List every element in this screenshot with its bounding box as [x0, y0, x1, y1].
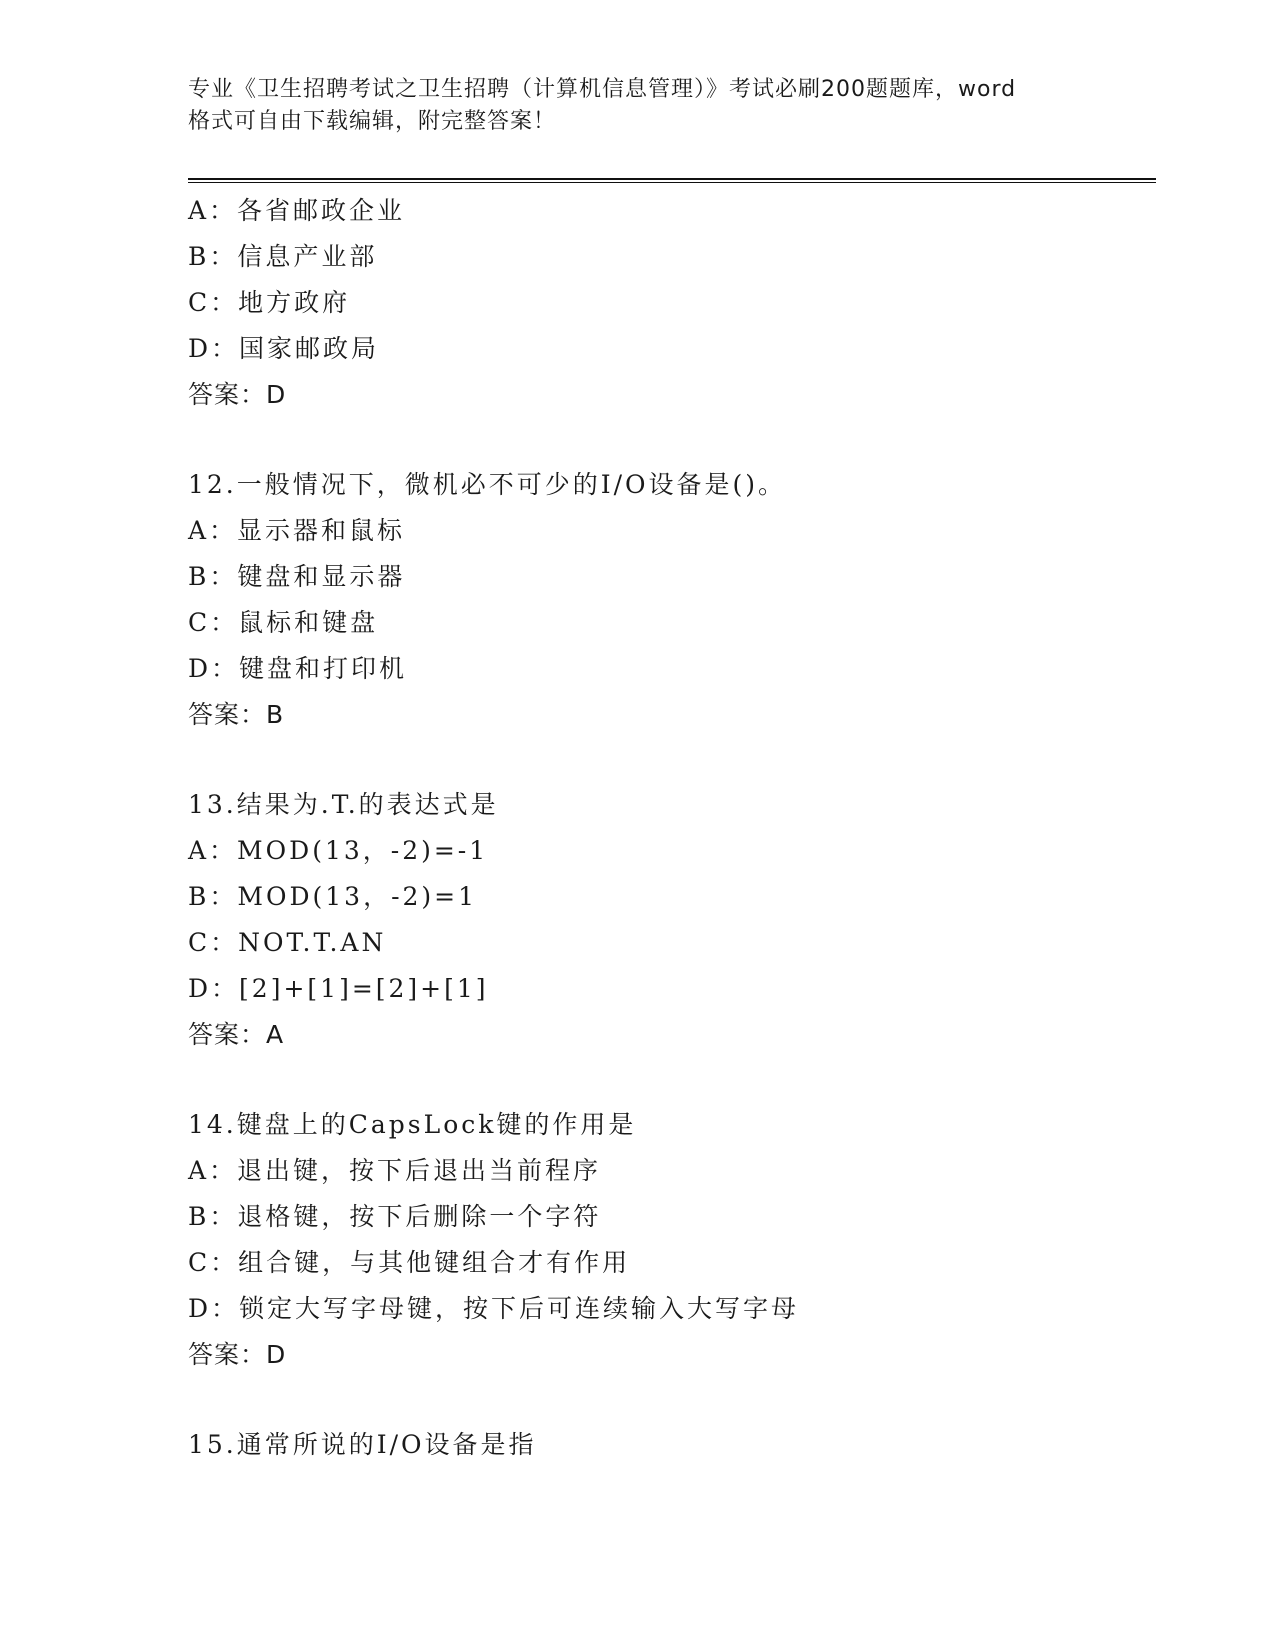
option-d: D：国家邮政局 [188, 334, 380, 363]
question-12 [188, 462, 1148, 738]
option-c: C：鼠标和键盘 [188, 608, 379, 637]
question-14 [188, 1102, 1148, 1378]
answer-line: 答案：D [188, 380, 287, 409]
page-header [188, 74, 1088, 138]
option-c: C：地方政府 [188, 288, 351, 317]
option-a: A：退出键，按下后退出当前程序 [188, 1156, 602, 1185]
answer-line: 答案：B [188, 700, 285, 729]
header-line-1: 专业《卫生招聘考试之卫生招聘（计算机信息管理）》考试必刷200题题库，word [188, 77, 1017, 102]
option-a: A：显示器和鼠标 [188, 516, 406, 545]
header-divider [188, 178, 1156, 183]
option-b: B：键盘和显示器 [188, 562, 406, 591]
option-d: D：键盘和打印机 [188, 654, 408, 683]
option-b: B：信息产业部 [188, 242, 378, 271]
option-d: D：[2]+[1]=[2]+[1] [188, 974, 489, 1003]
option-a: A：各省邮政企业 [188, 196, 406, 225]
option-b: B：MOD(13，-2)=1 [188, 882, 478, 911]
question-11 [188, 188, 1148, 418]
question-15 [188, 1422, 1148, 1468]
question-stem: 12.一般情况下，微机必不可少的I/O设备是()。 [188, 470, 787, 499]
question-stem: 14.键盘上的CapsLock键的作用是 [188, 1110, 637, 1139]
option-b: B：退格键，按下后删除一个字符 [188, 1202, 602, 1231]
question-13 [188, 782, 1148, 1058]
header-line-2: 格式可自由下载编辑，附完整答案！ [188, 109, 557, 134]
option-c: C：NOT.T.AN [188, 928, 387, 957]
answer-line: 答案：A [188, 1020, 285, 1049]
option-a: A：MOD(13，-2)=-1 [188, 836, 489, 865]
question-stem: 13.结果为.T.的表达式是 [188, 790, 499, 819]
question-list [188, 188, 1148, 1468]
option-c: C：组合键，与其他键组合才有作用 [188, 1248, 631, 1277]
question-stem: 15.通常所说的I/O设备是指 [188, 1430, 537, 1459]
answer-line: 答案：D [188, 1340, 287, 1369]
option-d: D：锁定大写字母键，按下后可连续输入大写字母 [188, 1294, 800, 1323]
